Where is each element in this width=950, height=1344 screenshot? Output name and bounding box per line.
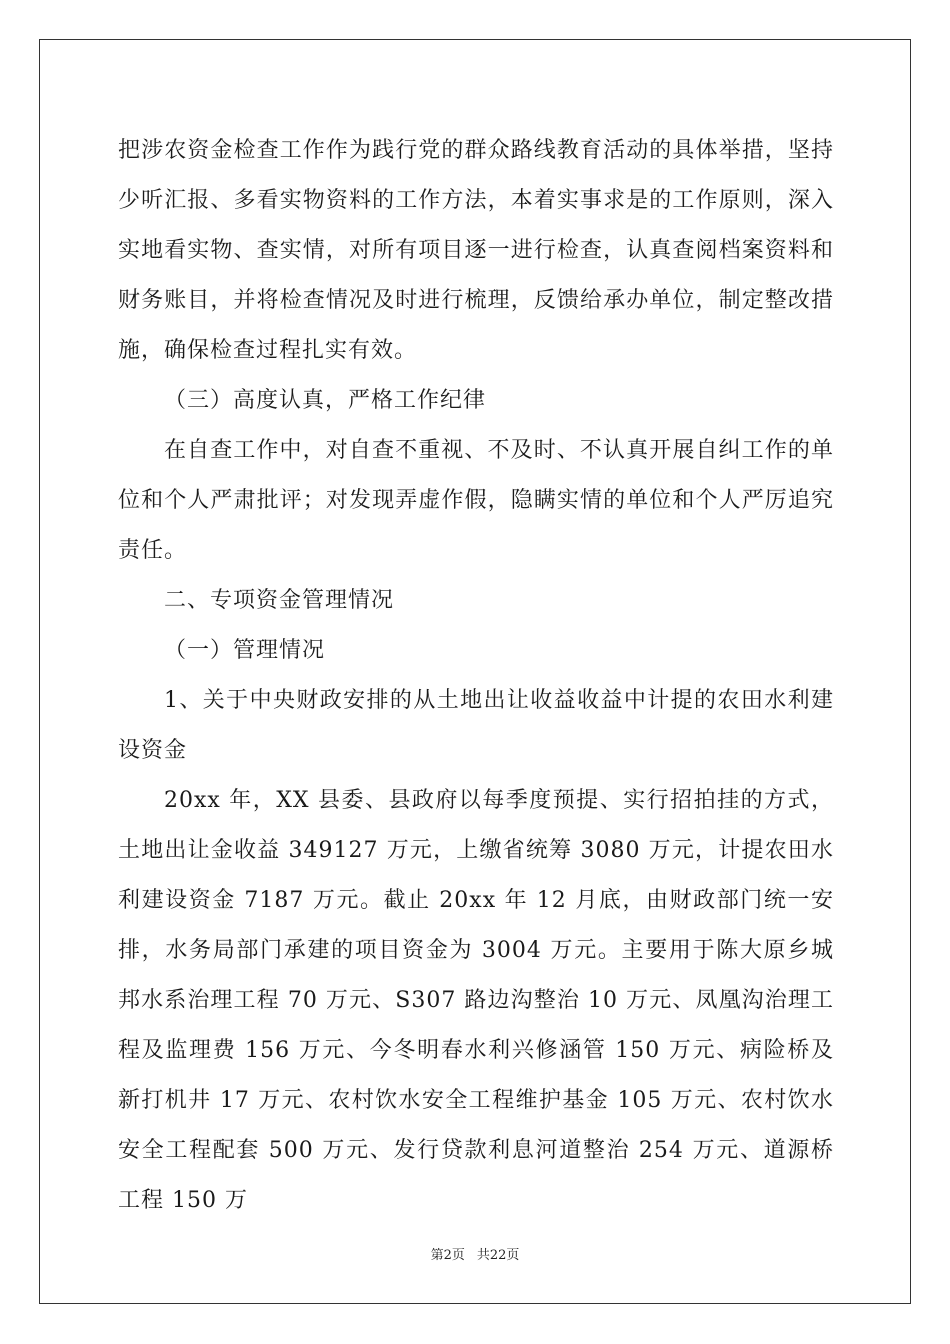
page-total: 共22页	[476, 1248, 520, 1263]
heading-management-status: （一）管理情况	[164, 638, 326, 663]
page-number: 第2页	[430, 1248, 465, 1263]
heading-fund-management: 二、专项资金管理情况	[164, 588, 395, 613]
heading-farmland-water-fund: 1、关于中央财政安排的从土地出让收益收益中计提的农田水利建设资金	[118, 688, 834, 763]
page-footer	[0, 1244, 950, 1263]
paragraph-self-check: 在自查工作中，对自查不重视、不及时、不认真开展自纠工作的单位和个人严肃批评；对发现弄虚作假，隐瞒实情的单位和个人严厉追究责任。	[118, 438, 834, 563]
heading-work-discipline: （三）高度认真，严格工作纪律	[164, 388, 487, 413]
document-body	[118, 126, 834, 1226]
paragraph-inspection-method: 把涉农资金检查工作作为践行党的群众路线教育活动的具体举措，坚持少听汇报、多看实物资料的工作方法，本着实事求是的工作原则，深入实地看实物、查实情，对所有项目逐一进行检查，认真查阅档案资料和财务账目，并将检查情况及时进行梳理，反馈给承办单位，制定整改措施，确保检查过程扎实有效。	[118, 138, 834, 363]
paragraph-fund-details: 20xx 年，XX 县委、县政府以每季度预提、实行招拍挂的方式，土地出让金收益 349127 万元，上缴省统筹 3080 万元，计提农田水利建设资金 7187 万元。截止 20xx 年 12 月底，由财政部门统一安排，水务局部门承建的项目资金为 3004 万元。主要用于陈大原乡城邦水系治理工程 70 万元、S307 路边沟整治 10 万元、凤凰沟治理工程及监理费 156 万元、今冬明春水利兴修涵管 150 万元、病险桥及新打机井 17 万元、农村饮水安全工程维护基金 105 万元、农村饮水安全工程配套 500 万元、发行贷款利息河道整治 254 万元、道源桥工程 150 万	[118, 788, 834, 1213]
